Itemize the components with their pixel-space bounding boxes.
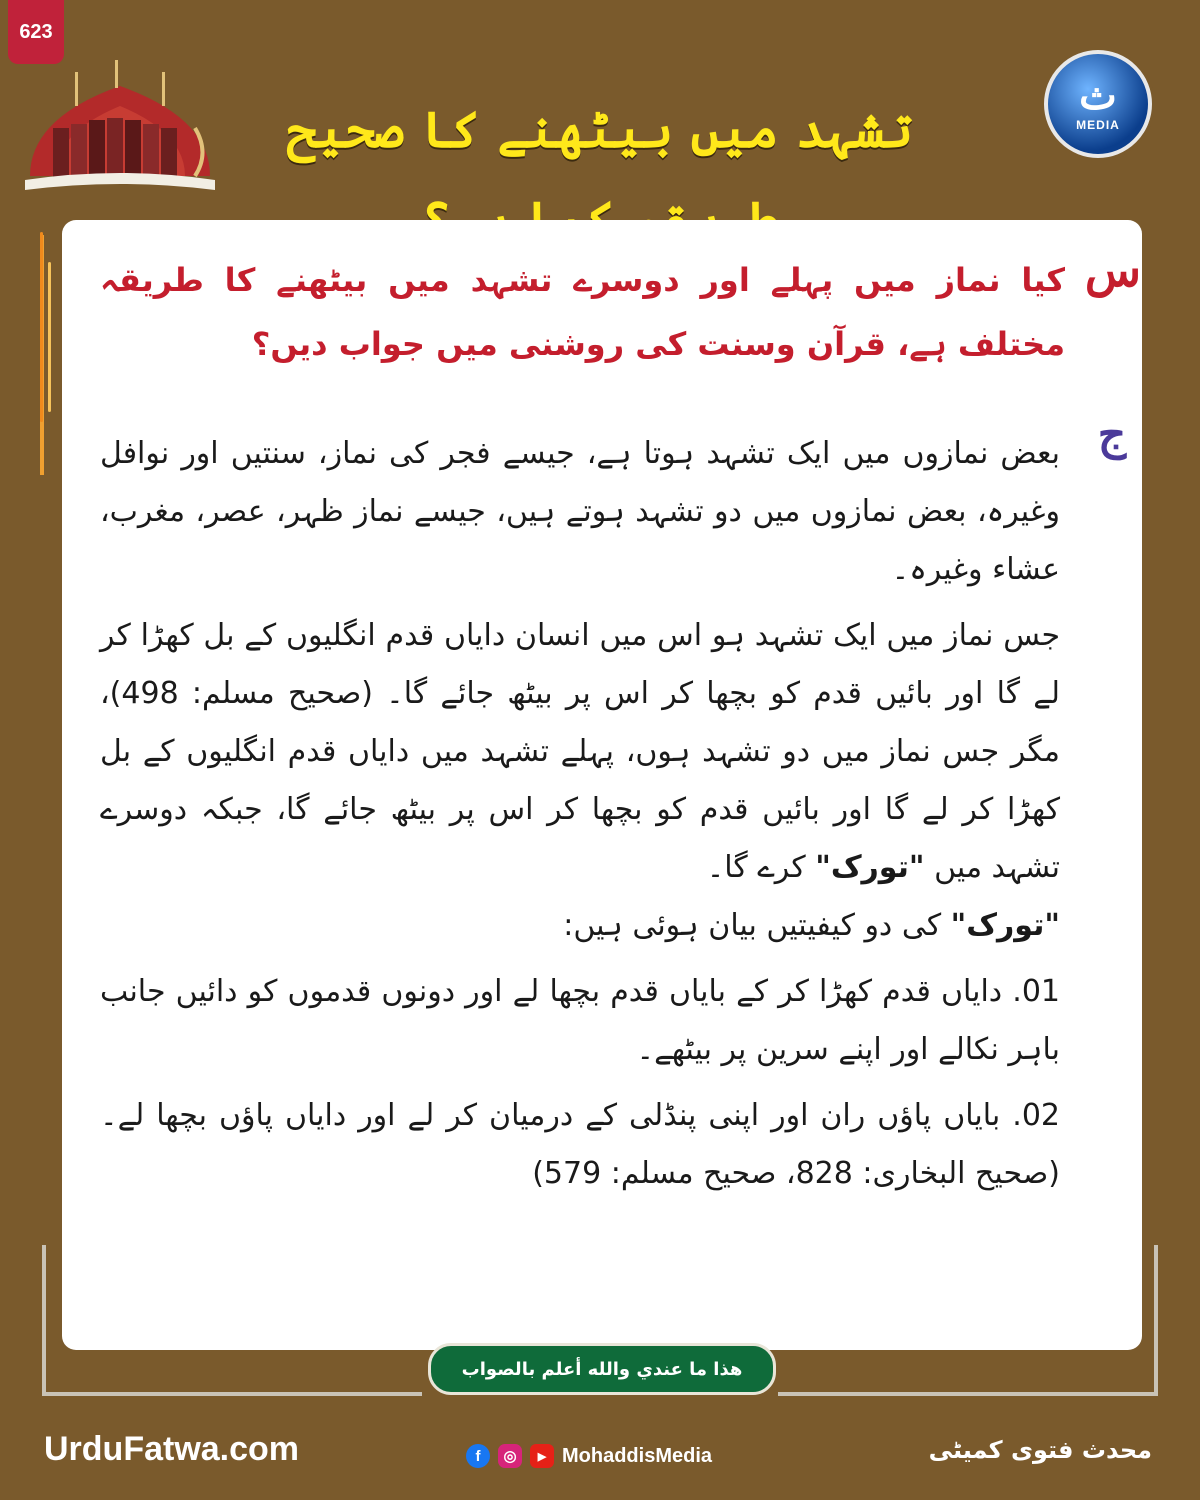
answer-body xyxy=(100,425,1100,1211)
tawarruk-term: "تورک" xyxy=(815,850,925,885)
committee-name: محدث فتوی کمیٹی xyxy=(928,1436,1152,1464)
answer-paragraph-2-text: جس نماز میں ایک تشہد ہو اس میں انسان دایاں قدم انگلیوں کے بل کھڑا کر لے گا اور بائیں قدم کو بچھا کر اس پر بیٹھ جائے گا۔ (صحیح مسلم: 498)، مگر جس نماز میں دو تشہد ہوں، پہلے تشہد میں دایاں قدم انگلیوں کے بل کھڑا کر لے گا اور بائیں قدم کو بچھا کر اس پر بیٹھ جائے گا، جبکہ دوسرے تشہد میں xyxy=(100,618,1060,885)
accent-bars xyxy=(40,232,54,432)
answer-paragraph-1: بعض نمازوں میں ایک تشہد ہوتا ہے، جیسے فجر کی نماز، سنتیں اور نوافل وغیرہ، بعض نمازوں میں دو تشہد ہوتے ہیں، جیسے نماز ظہر، عصر، مغرب، عشاء وغیرہ۔ xyxy=(100,436,1060,587)
closing-text: هذا ما عندي والله أعلم بالصواب xyxy=(461,1358,743,1380)
question-text: کیا نماز میں پہلے اور دوسرے تشہد میں بیٹھنے کا طریقہ مختلف ہے، قرآن وسنت کی روشنی میں جواب دیں؟ xyxy=(100,261,1066,363)
answer-paragraph-3-text: کی دو کیفیتیں بیان ہوئی ہیں: xyxy=(563,908,942,943)
closing-pill xyxy=(428,1343,776,1395)
instagram-icon[interactable]: ◎ xyxy=(498,1444,522,1468)
list-item-2: 02. بایاں پاؤں ران اور اپنی پنڈلی کے درمیان کر لے اور دایاں پاؤں بچھا لے۔(صحیح البخاری: 828، صحیح مسلم: 579) xyxy=(100,1098,1060,1191)
logo-glyph: ث xyxy=(1079,72,1117,119)
question-marker: س xyxy=(1084,243,1142,297)
facebook-icon[interactable]: f xyxy=(466,1444,490,1468)
list-item-1: 01. دایاں قدم کھڑا کر کے بایاں قدم بچھا لے اور دونوں قدموں کو دائیں جانب باہر نکالے اور اپنے سرین پر بیٹھے۔ xyxy=(100,974,1060,1067)
frame-corner-bottom-left-v xyxy=(42,1245,46,1395)
page-title: تشہد میں بیٹھنے کا صحیح xyxy=(286,100,914,159)
frame-corner-bottom-right-h xyxy=(778,1392,1158,1396)
site-link[interactable]: UrduFatwa.com xyxy=(44,1430,300,1468)
post-number-badge xyxy=(8,0,64,64)
tawarruk-term-2: "تورک" xyxy=(950,908,1060,943)
mohaddis-media-logo xyxy=(1044,50,1152,158)
answer-marker: ج xyxy=(1097,409,1127,460)
social-links xyxy=(466,1440,712,1472)
frame-corner-bottom-right-v xyxy=(1154,1245,1158,1395)
answer-paragraph-2 xyxy=(100,607,1100,955)
mosque-books-icon xyxy=(15,58,225,198)
social-handle[interactable]: MohaddisMedia xyxy=(562,1444,713,1467)
youtube-icon[interactable]: ▶ xyxy=(530,1444,554,1468)
answer-paragraph-2-end: کرے گا۔ xyxy=(706,850,806,885)
post-number: 623 xyxy=(19,20,53,43)
logo-text: MEDIA xyxy=(1076,118,1120,132)
frame-corner-bottom-left-h xyxy=(42,1392,422,1396)
